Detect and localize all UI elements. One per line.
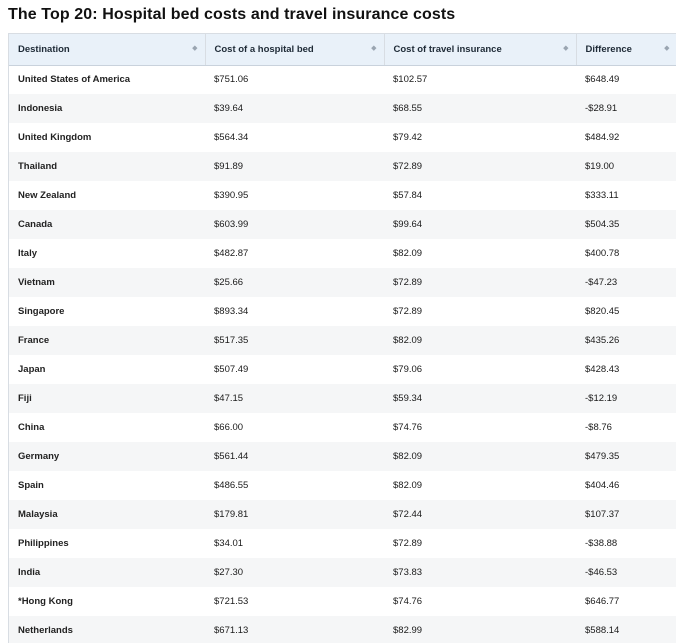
table-header-row [9, 34, 676, 65]
difference-cell: -$12.19 [576, 384, 676, 413]
table-row [9, 529, 676, 558]
travel-insurance-cost-cell: $102.57 [384, 65, 576, 94]
table-row [9, 558, 676, 587]
hospital-bed-cost-cell: $603.99 [205, 210, 384, 239]
destination-cell: *Hong Kong [9, 587, 205, 616]
table-body [9, 65, 676, 643]
cost-table-container[interactable] [8, 33, 676, 643]
table-row [9, 616, 676, 643]
destination-cell: India [9, 558, 205, 587]
travel-insurance-cost-cell: $68.55 [384, 94, 576, 123]
table-row [9, 94, 676, 123]
destination-cell: Italy [9, 239, 205, 268]
hospital-bed-cost-cell: $25.66 [205, 268, 384, 297]
difference-cell: $19.00 [576, 152, 676, 181]
travel-insurance-cost-cell: $82.09 [384, 442, 576, 471]
table-row [9, 297, 676, 326]
destination-cell: China [9, 413, 205, 442]
travel-insurance-cost-cell: $73.83 [384, 558, 576, 587]
hospital-bed-cost-cell: $507.49 [205, 355, 384, 384]
cost-table [9, 34, 676, 643]
hospital-bed-cost-cell: $564.34 [205, 123, 384, 152]
difference-cell: $646.77 [576, 587, 676, 616]
difference-cell: -$38.88 [576, 529, 676, 558]
table-row [9, 65, 676, 94]
column-header-travel-insurance[interactable] [384, 34, 576, 65]
table-row [9, 123, 676, 152]
hospital-bed-cost-cell: $66.00 [205, 413, 384, 442]
table-row [9, 355, 676, 384]
table-row [9, 442, 676, 471]
sort-arrows-icon[interactable]: ◆ [192, 45, 198, 52]
travel-insurance-cost-cell: $74.76 [384, 587, 576, 616]
hospital-bed-cost-cell: $721.53 [205, 587, 384, 616]
destination-cell: Indonesia [9, 94, 205, 123]
destination-cell: Vietnam [9, 268, 205, 297]
table-row [9, 413, 676, 442]
hospital-bed-cost-cell: $39.64 [205, 94, 384, 123]
hospital-bed-cost-cell: $179.81 [205, 500, 384, 529]
hospital-bed-cost-cell: $482.87 [205, 239, 384, 268]
travel-insurance-cost-cell: $57.84 [384, 181, 576, 210]
column-header-label: Difference [585, 43, 632, 55]
destination-cell: Singapore [9, 297, 205, 326]
table-row [9, 384, 676, 413]
table-row [9, 210, 676, 239]
column-header-label: Destination [18, 43, 70, 55]
difference-cell: -$28.91 [576, 94, 676, 123]
page-title: The Top 20: Hospital bed costs and travel insurance costs [8, 6, 456, 23]
hospital-bed-cost-cell: $751.06 [205, 65, 384, 94]
difference-cell: $107.37 [576, 500, 676, 529]
travel-insurance-cost-cell: $72.44 [384, 500, 576, 529]
table-row [9, 181, 676, 210]
column-header-destination[interactable] [9, 34, 205, 65]
destination-cell: New Zealand [9, 181, 205, 210]
travel-insurance-cost-cell: $72.89 [384, 529, 576, 558]
difference-cell: $588.14 [576, 616, 676, 643]
travel-insurance-cost-cell: $82.09 [384, 471, 576, 500]
difference-cell: $333.11 [576, 181, 676, 210]
destination-cell: France [9, 326, 205, 355]
hospital-bed-cost-cell: $390.95 [205, 181, 384, 210]
travel-insurance-cost-cell: $72.89 [384, 297, 576, 326]
column-header-label: Cost of a hospital bed [214, 43, 314, 55]
destination-cell: Netherlands [9, 616, 205, 643]
column-header-label: Cost of travel insurance [393, 43, 502, 55]
hospital-bed-cost-cell: $47.15 [205, 384, 384, 413]
destination-cell: United States of America [9, 65, 205, 94]
destination-cell: Fiji [9, 384, 205, 413]
difference-cell: $428.43 [576, 355, 676, 384]
hospital-bed-cost-cell: $517.35 [205, 326, 384, 355]
difference-cell: $484.92 [576, 123, 676, 152]
travel-insurance-cost-cell: $72.89 [384, 268, 576, 297]
travel-insurance-cost-cell: $79.06 [384, 355, 576, 384]
difference-cell: $400.78 [576, 239, 676, 268]
hospital-bed-cost-cell: $671.13 [205, 616, 384, 643]
table-row [9, 500, 676, 529]
table-row [9, 268, 676, 297]
travel-insurance-cost-cell: $72.89 [384, 152, 576, 181]
travel-insurance-cost-cell: $79.42 [384, 123, 576, 152]
destination-cell: Germany [9, 442, 205, 471]
travel-insurance-cost-cell: $74.76 [384, 413, 576, 442]
table-row [9, 239, 676, 268]
difference-cell: -$46.53 [576, 558, 676, 587]
difference-cell: $404.46 [576, 471, 676, 500]
travel-insurance-cost-cell: $59.34 [384, 384, 576, 413]
travel-insurance-cost-cell: $82.09 [384, 239, 576, 268]
destination-cell: United Kingdom [9, 123, 205, 152]
destination-cell: Canada [9, 210, 205, 239]
difference-cell: -$47.23 [576, 268, 676, 297]
sort-arrows-icon[interactable]: ◆ [371, 45, 377, 52]
travel-insurance-cost-cell: $82.99 [384, 616, 576, 643]
sort-arrows-icon[interactable]: ◆ [563, 45, 569, 52]
difference-cell: $648.49 [576, 65, 676, 94]
column-header-hospital-bed[interactable] [205, 34, 384, 65]
travel-insurance-cost-cell: $82.09 [384, 326, 576, 355]
table-row [9, 326, 676, 355]
travel-insurance-cost-cell: $99.64 [384, 210, 576, 239]
table-row [9, 152, 676, 181]
hospital-bed-cost-cell: $893.34 [205, 297, 384, 326]
difference-cell: $504.35 [576, 210, 676, 239]
hospital-bed-cost-cell: $486.55 [205, 471, 384, 500]
hospital-bed-cost-cell: $34.01 [205, 529, 384, 558]
hospital-bed-cost-cell: $561.44 [205, 442, 384, 471]
difference-cell: $820.45 [576, 297, 676, 326]
table-row [9, 471, 676, 500]
difference-cell: $479.35 [576, 442, 676, 471]
destination-cell: Malaysia [9, 500, 205, 529]
difference-cell: $435.26 [576, 326, 676, 355]
column-header-difference[interactable] [576, 34, 676, 65]
table-row [9, 587, 676, 616]
difference-cell: -$8.76 [576, 413, 676, 442]
destination-cell: Philippines [9, 529, 205, 558]
hospital-bed-cost-cell: $27.30 [205, 558, 384, 587]
destination-cell: Spain [9, 471, 205, 500]
hospital-bed-cost-cell: $91.89 [205, 152, 384, 181]
destination-cell: Thailand [9, 152, 205, 181]
sort-arrows-icon[interactable]: ◆ [664, 45, 670, 52]
destination-cell: Japan [9, 355, 205, 384]
